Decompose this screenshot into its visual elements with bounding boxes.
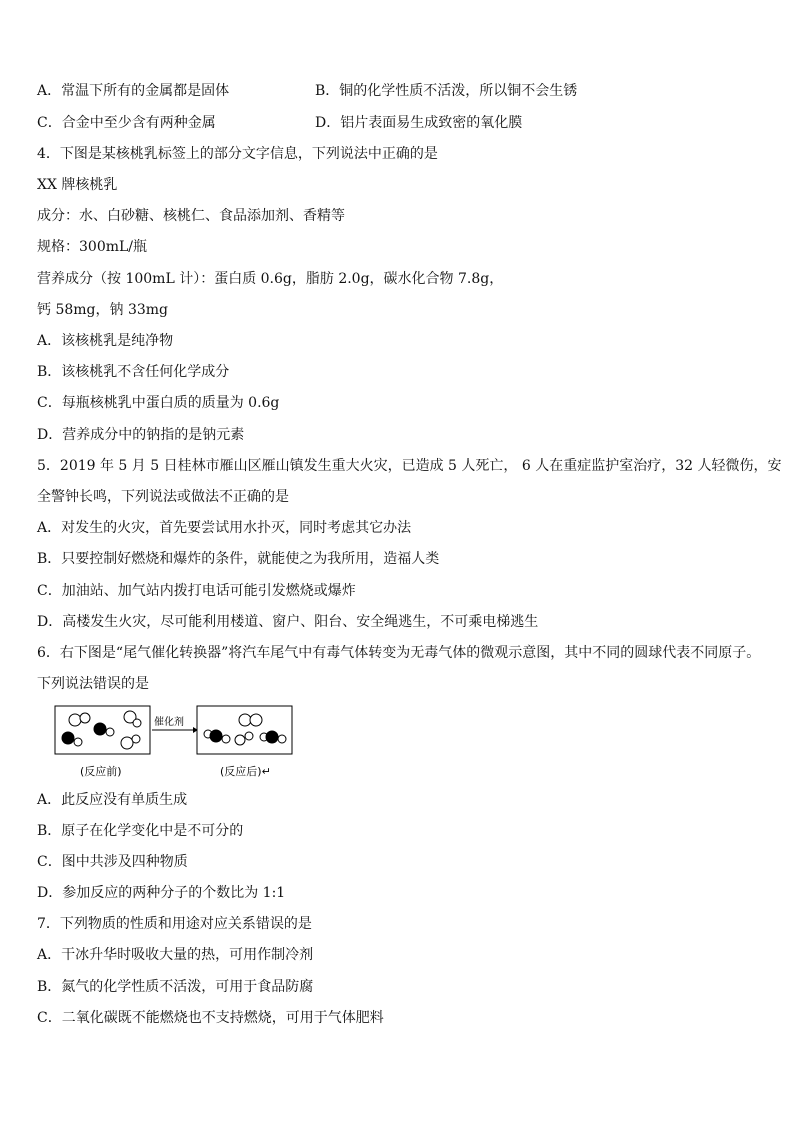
q6-option-b: B．原子在化学变化中是不可分的 — [37, 823, 244, 839]
q4-label-spec: 规格：300mL/瓶 — [37, 239, 148, 255]
after-box — [197, 706, 292, 754]
q7-option-b: B．氮气的化学性质不活泼，可用于食品防腐 — [37, 979, 314, 995]
q5-option-b: B．只要控制好燃烧和爆炸的条件，就能使之为我所用，造福人类 — [37, 551, 440, 567]
q4-option-a: A．该核桃乳是纯净物 — [37, 333, 174, 349]
q5-option-a: A．对发生的火灾，首先要尝试用水扑灭，同时考虑其它办法 — [37, 520, 412, 536]
q6-option-d: D．参加反应的两种分子的个数比为 1:1 — [37, 885, 286, 901]
q6-option-c: C．图中共涉及四种物质 — [37, 854, 188, 870]
q5-option-d: D．高楼发生火灾，尽可能利用楼道、窗户、阳台、安全绳逃生，不可乘电梯逃生 — [37, 614, 539, 630]
before-label: (反应前) — [80, 765, 122, 778]
q3-option-c: C．合金中至少含有两种金属 — [37, 115, 216, 131]
q7-option-c: C．二氧化碳既不能燃烧也不支持燃烧，可用于气体肥料 — [37, 1010, 384, 1026]
q3-option-b: B．铜的化学性质不活泼，所以铜不会生锈 — [315, 83, 578, 99]
q4-option-b: B．该核桃乳不含任何化学成分 — [37, 364, 230, 380]
q6-stem-line-1: 6．右下图是“尾气催化转换器”将汽车尾气中有毒气体转变为无毒气体的微观示意图，其中不同的圆球代表不同原子。 — [37, 645, 761, 661]
q4-label-brand: XX 牌核桃乳 — [37, 177, 118, 193]
q5-stem-line-1: 5．2019 年 5 月 5 日桂林市雁山区雁山镇发生重大火灾，已造成 5 人死亡， 6 人在重症监护室治疗，32 人轻微伤，安 — [37, 458, 782, 474]
q6-stem-line-2: 下列说法错误的是 — [37, 676, 149, 692]
after-label: (反应后)↵ — [220, 765, 271, 778]
q6-option-a: A．此反应没有单质生成 — [37, 792, 188, 808]
q7-option-a: A．干冰升华时吸收大量的热，可用作制冷剂 — [37, 947, 314, 963]
q4-option-d: D．营养成分中的钠指的是钠元素 — [37, 427, 245, 443]
q5-option-c: C．加油站、加气站内拨打电话可能引发燃烧或爆炸 — [37, 583, 356, 599]
q3-option-d: D．铝片表面易生成致密的氧化膜 — [315, 115, 523, 131]
q4-label-nutrition-1: 营养成分（按 100mL 计）：蛋白质 0.6g，脂肪 2.0g，碳水化合物 7.8g， — [37, 271, 504, 287]
arrow-label: 催化剂 — [154, 717, 184, 728]
q4-label-ingredients: 成分：水、白砂糖、核桃仁、食品添加剂、香精等 — [37, 208, 345, 224]
q5-stem-line-2: 全警钟长鸣，下列说法或做法不正确的是 — [37, 489, 289, 505]
q4-stem: 4．下图是某核桃乳标签上的部分文字信息，下列说法中正确的是 — [37, 146, 438, 162]
q4-option-c: C．每瓶核桃乳中蛋白质的质量为 0.6g — [37, 395, 280, 411]
q4-label-nutrition-2: 钙 58mg，钠 33mg — [37, 302, 169, 318]
q7-stem: 7．下列物质的性质和用途对应关系错误的是 — [37, 916, 312, 932]
q3-option-a: A．常温下所有的金属都是固体 — [37, 83, 230, 99]
reaction-diagram — [50, 703, 300, 783]
